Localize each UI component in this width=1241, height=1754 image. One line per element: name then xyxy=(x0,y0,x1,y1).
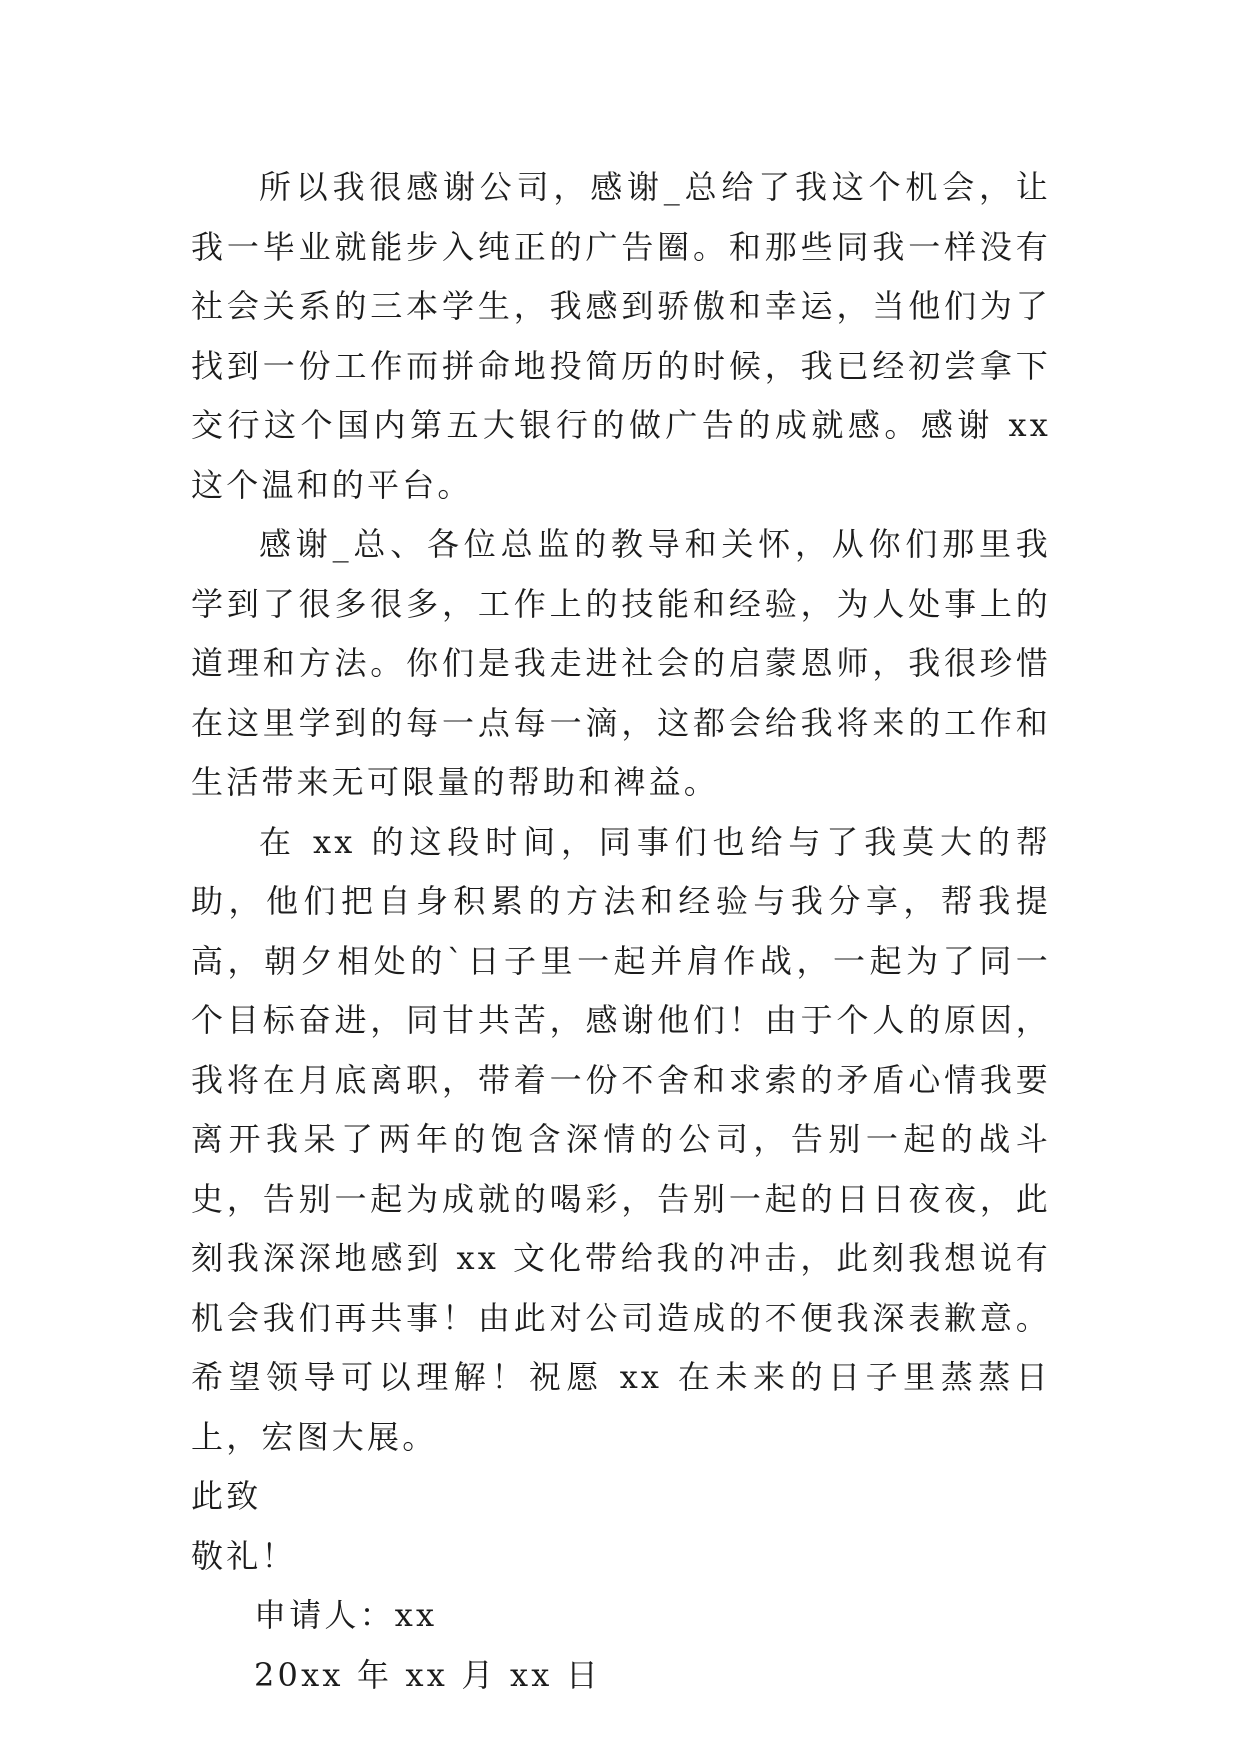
letter-date: 20xx 年 xx 月 xx 日 xyxy=(254,1655,602,1694)
paragraph-2: 感谢_总、各位总监的教导和关怀，从你们那里我学到了很多很多，工作上的技能和经验，为人处事上的道理和方法。你们是我走进社会的启蒙恩师，我很珍惜在这里学到的每一点每一滴，这都会给我将来的工作和生活带来无可限量的帮助和裨益。 xyxy=(191,525,1051,801)
closing-salutation: 此致 xyxy=(191,1477,262,1515)
paragraph-1: 所以我很感谢公司，感谢_总给了我这个机会，让我一毕业就能步入纯正的广告圈。和那些同我一样没有社会关系的三本学生，我感到骄傲和幸运，当他们为了找到一份工作而拼命地投简历的时候，我已经初尝拿下交行这个国内第五大银行的做广告的成就感。感谢 xx 这个温和的平台。 xyxy=(191,168,1051,504)
paragraph-3: 在 xx 的这段时间，同事们也给与了我莫大的帮助，他们把自身积累的方法和经验与我分享，帮我提高，朝夕相处的`日子里一起并肩作战，一起为了同一个目标奋进，同甘共苦，感谢他们！由于个人的原因，我将在月底离职，带着一份不舍和求索的矛盾心情我要离开我呆了两年的饱含深情的公司，告别一起的战斗史，告别一起为成就的喝彩，告别一起的日日夜夜，此刻我深深地感到 xx 文化带给我的冲击，此刻我想说有机会我们再共事！由此对公司造成的不便我深表歉意。希望领导可以理解！祝愿 xx 在未来的日子里蒸蒸日上，宏图大展。 xyxy=(191,822,1051,1456)
letter-body xyxy=(191,158,1051,1705)
closing-regards: 敬礼！ xyxy=(191,1536,297,1575)
applicant-signature: 申请人：xx xyxy=(254,1596,438,1634)
